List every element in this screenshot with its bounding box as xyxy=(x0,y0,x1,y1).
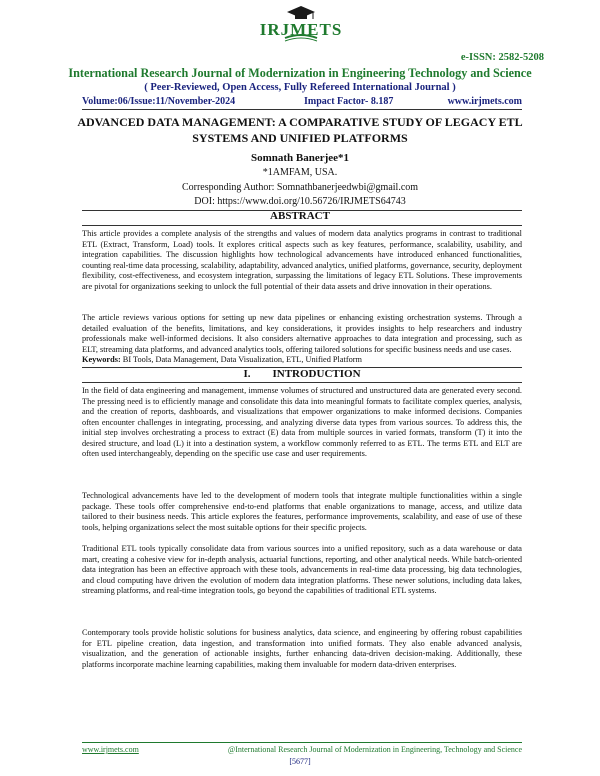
header-divider xyxy=(82,109,522,110)
doi[interactable]: DOI: https://www.doi.org/10.56726/IRJMETS64743 xyxy=(194,196,406,207)
footer-divider xyxy=(82,742,522,743)
introduction-heading: I. INTRODUCTION xyxy=(243,368,361,380)
abstract-bottom-rule xyxy=(82,225,522,226)
author-name: Somnath Banerjee*1 xyxy=(250,152,350,164)
intro-paragraph-2: Technological advancements have led to the development of modern tools that integrate multiple functionalities within a single package. These tools offer comprehensive end-to-end platforms that enable organizations to manage, access, and utilize data tailored to their business needs. This article explores the features, performance improvements, scalability, and ease of use of these tools, helping organizations select the most suitable options for their specific projects. xyxy=(82,491,522,532)
journal-name: International Research Journal of Modernization in Engineering Technology and Science xyxy=(68,66,532,80)
intro-paragraph-4: Contemporary tools provide holistic solutions for business analytics, data science, and engineering by offering robust capabilities for ETL pipeline creation, data ingestion, and transformation into unified formats. They also enable advanced analysis, visualization, and the generation of actionable insights, further enhancing data-driven decision-making. Additionally, these platforms incorporate machine learning capabilities, making them invaluable for modern data-driven enterprises. xyxy=(82,628,522,669)
keywords-label: Keywords: xyxy=(82,355,121,364)
journal-logo xyxy=(255,6,347,46)
issn: e-ISSN: 2582-5208 xyxy=(460,52,544,63)
logo-text: IRJMETS xyxy=(259,20,343,39)
keywords-line xyxy=(82,355,522,366)
impact-factor: Impact Factor- 8.187 xyxy=(304,96,394,107)
footer-website[interactable]: www.irjmets.com xyxy=(82,745,139,754)
abstract-paragraph-2: The article reviews various options for setting up new data pipelines or enhancing existing orchestration systems. Through a detailed evaluation of the benefits, limitations, and key considerations, it provides insights to help researchers and industry professionals make well-informed decisions. It also considers alternative approaches to data integration and processing, such as ELT, streaming data platforms, and advanced analytics tools, offering tailored solutions for specific business needs and use cases. xyxy=(82,313,522,354)
intro-paragraph-1: In the field of data engineering and management, immense volumes of structured and unstructured data are generated every second. The pressing need is to efficiently manage and consolidate this data into meaningful formats to facilitate complex queries, analysis, and the creation of reports, dashboards, and visualizations that empower organizations to make informed decisions. Companies often encounter challenges in integrating, processing, and analyzing diverse data types from various sources. To address this, the initial step involves orchestrating a process to extract (E) data from multiple sources in varied formats, transform (T) it into the desired structure, and load (L) it into a destination system, a workflow commonly referred to as ETL. The terms ETL and ELT are often used interchangeably, depending on the specific use case and user requirements. xyxy=(82,386,522,458)
affiliation: *1AMFAM, USA. xyxy=(262,167,338,178)
corresponding-author: Corresponding Author: Somnathbanerjeedwbi@gmail.com xyxy=(181,182,419,193)
article-title: ADVANCED DATA MANAGEMENT: A COMPARATIVE STUDY OF LEGACY ETL SYSTEMS AND UNIFIED PLATFORMS xyxy=(77,115,523,145)
abstract-paragraph-1: This article provides a complete analysis of the strengths and values of modern data analytics programs in contrast to traditional ETL (Extract, Transform, Load) tools. It explores critical aspects such as key features, performance, scalability, usability, and integration capabilities. The discussion highlights how technological advancements have introduced enhanced functionalities, counting real-time data processing, scalability, adaptability, advanced analytics, unified platforms, governance, security, deployment flexibility, cost-effectiveness, and ecosystem integration, surpassing the limitations of legacy ETL Solutions. These improvements are pivotal for organizations seeking to unlock the full potential of their data assets and drive innovation in their operations. xyxy=(82,229,522,291)
intro-bottom-rule xyxy=(82,382,522,383)
page-number: [5677] xyxy=(289,757,311,766)
website-link[interactable]: www.irjmets.com xyxy=(447,96,522,107)
footer-copyright: @International Research Journal of Modernization in Engineering, Technology and Science xyxy=(227,745,522,754)
keywords-text: BI Tools, Data Management, Data Visualization, ETL, Unified Platform xyxy=(122,355,362,364)
intro-paragraph-3: Traditional ETL tools typically consolidate data from various sources into a unified repository, such as a data warehouse or data mart, creating a cohesive view for in-depth analysis, actuarial functions, reporting, and other analytical needs. While batch-oriented data integration has been an effective approach with these tools, advancements in real-time data processing, big data technologies, and cloud computing have driven the evolution of modern data integration platforms. These newer solutions, including data lakes, streaming platforms, and real-time integration tools, go beyond the capabilities of traditional ETL systems. xyxy=(82,544,522,595)
abstract-heading: ABSTRACT xyxy=(270,210,330,222)
peer-review-note: ( Peer-Reviewed, Open Access, Fully Refereed International Journal ) xyxy=(144,82,456,93)
volume-issue: Volume:06/Issue:11/November-2024 xyxy=(82,96,236,107)
